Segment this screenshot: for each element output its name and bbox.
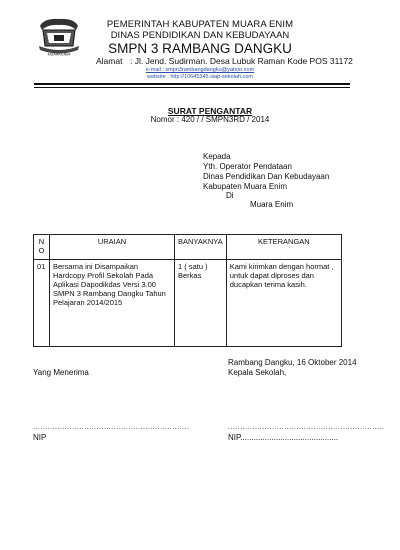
header-government-line: PEMERINTAH KABUPATEN MUARA ENIM	[106, 19, 294, 30]
receiver-label: Yang Menerima	[33, 368, 89, 377]
header-department-line: DINAS PENDIDIKAN DAN KEBUDAYAAN	[110, 30, 290, 41]
recipient-line: Dinas Pendidikan Dan Kebudayaan	[203, 172, 330, 181]
cell-no: 01	[34, 260, 50, 347]
recipient-block	[203, 152, 329, 192]
receiver-nip: NIP	[33, 433, 47, 442]
svg-text:MUARA ENIM: MUARA ENIM	[47, 52, 71, 56]
letter-title: SURAT PENGANTAR	[167, 106, 253, 116]
receiver-signature-line: ................................................................	[33, 424, 190, 431]
recipient-line: Kepada	[203, 152, 231, 161]
header-school-name: SMPN 3 RAMBANG DANGKU	[108, 41, 292, 56]
address-text: : Jl. Jend. Sudirman. Desa Lubuk Raman Kode POS 31172	[130, 56, 353, 66]
website-link[interactable]: website : http://10645345.siap-sekolah.com	[147, 74, 253, 80]
col-header-keterangan: KETERANGAN	[226, 235, 341, 260]
table-row	[34, 260, 342, 347]
letter-number: Nomor : 420 / / SMPN3RD / 2014	[150, 115, 270, 124]
email-link[interactable]: e-mail : smpn3rambangdangku@yahoo.com	[145, 67, 255, 73]
signature-right-block	[228, 358, 357, 378]
header-divider-thin	[34, 87, 350, 88]
items-table	[33, 234, 342, 347]
recipient-city: Muara Enim	[250, 200, 294, 209]
col-header-banyaknya: BANYAKNYA	[175, 235, 227, 260]
recipient-line: Yth. Operator Pendataan	[203, 162, 292, 171]
table-header-row	[34, 235, 342, 260]
cell-uraian: Bersama ini Disampaikan Hardcopy Profil Sekolah Pada Aplikasi Dapodikdas Versi 3.00 SMPN 3 Rambang Dangku Tahun Pelajaran 2014/2015	[50, 260, 175, 347]
address-label: Alamat	[96, 56, 123, 66]
recipient-line: Kabupaten Muara Enim	[203, 182, 288, 191]
col-header-uraian: URAIAN	[50, 235, 175, 260]
cell-keterangan: Kami kirimkan dengan hormat , untuk dapat diproses dan ducapkan terima kasih.	[226, 260, 341, 347]
principal-title: Kepala Sekolah,	[228, 368, 287, 377]
cell-banyaknya: 1 ( satu ) Berkas	[175, 260, 227, 347]
principal-nip: NIP............................................	[228, 433, 339, 442]
place-date: Rambang Dangku, 16 Oktober 2014	[228, 358, 357, 367]
header-divider-thick	[34, 83, 350, 85]
principal-signature-line: ................................................................	[228, 424, 385, 431]
recipient-di: Di	[226, 191, 234, 200]
col-header-no: N O	[34, 235, 50, 260]
